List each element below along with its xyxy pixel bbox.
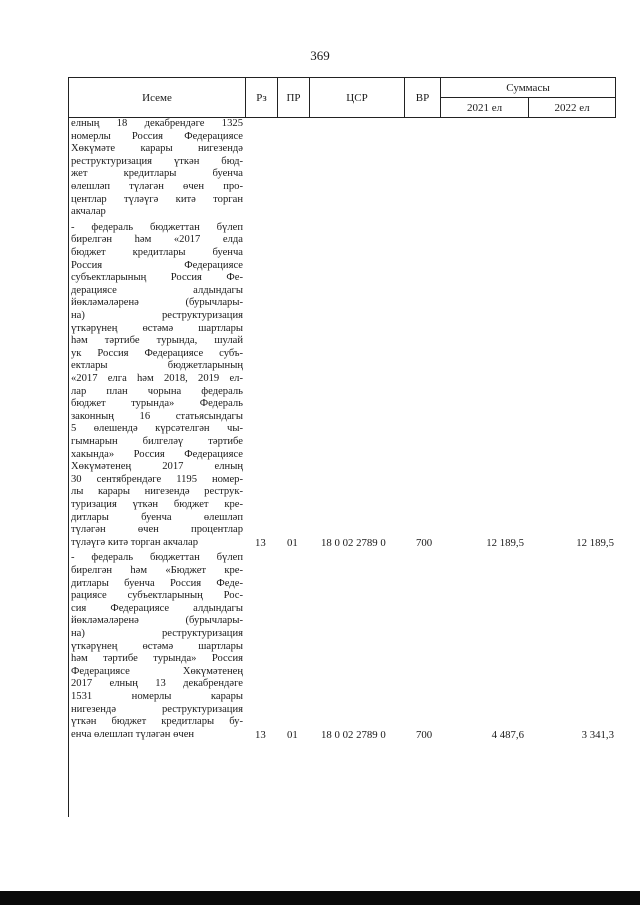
row-text-line: Россия Федерациясе [71,259,243,271]
page-number: 369 [310,48,330,63]
row-text-line: - федераль бюджеттан бүлеп [71,552,243,564]
column-header-csr: ЦСР [310,78,405,118]
row-value-pr: 01 [287,728,298,741]
row-value-y2022: 3 341,3 [581,728,614,741]
row-text-line: 30 сентябрендәге 1195 номер- [71,473,243,485]
row-text-line: Хөкүмәте карары нигезендә [71,143,243,155]
row-text-line: бюджет турында» Федераль [71,398,243,410]
scan-edge-bar [0,891,640,905]
row-value-vr: 700 [416,536,433,549]
row-text-line: хакында» Россия Федерациясе [71,448,243,460]
row-text-line: үткәрүнең өстәмә шартлары [71,322,243,334]
row-value-rz: 13 [255,728,266,741]
row-text-line: бирелгән һәм «2017 елда [71,234,243,246]
row-text-line: йөкләмәләренә (бурычлары- [71,297,243,309]
row-text-line: Федерациясе Хөкүмәтенең [71,665,243,677]
row-text-line: 2017 елның 13 декабрендәге [71,678,243,690]
row-text-line: йөкләмәләренә (бурычлары- [71,615,243,627]
column-header-2022: 2022 ел [529,98,616,118]
column-header-sums: Суммасы [441,78,616,98]
row-value-vr: 700 [416,728,433,741]
row-text-line: субъектларының Россия Фе- [71,272,243,284]
row-text-line: жет кредитлары буенча [71,168,243,180]
column-header-vr: ВР [405,78,441,118]
row-text-line: һәм тәртибе турында» Россия [71,653,243,665]
column-header-pr: ПР [278,78,310,118]
row-value-y2021: 4 487,6 [491,728,524,741]
row-text-line: үткәрүнең өстәмә шартлары [71,640,243,652]
row-text-line: түләүгә китә торган акчалар [71,536,198,548]
row-text-line: дерациясе алдындагы [71,284,243,296]
row-value-csr: 18 0 02 2789 0 [321,728,386,741]
row-text-line: гымнарын билгеләү тәртибе [71,436,243,447]
row-text-line: номерлы Россия Федерациясе [71,130,243,142]
row-text-line: бирелгән һәм «Бюджет кре- [71,565,243,576]
column-header-rz: Рз [246,78,278,118]
row-text-line: законның 16 статьясындагы [71,410,243,422]
row-text-line: - федераль бюджеттан бүлеп [71,221,243,233]
row-text-line: на) реструктуризация [71,628,243,639]
row-value-pr: 01 [287,536,298,549]
row-text-line: ук Россия Федерациясе субъ- [71,347,243,359]
row-text-line: акчалар [71,206,106,218]
row-text-line: сия Федерациясе алдындагы [71,602,243,614]
row-text-line: өлешләп түләгән өчен про- [71,181,243,192]
row-value-csr: 18 0 02 2789 0 [321,536,386,549]
column-header-2021: 2021 ел [441,98,529,118]
row-text-line: 1531 номерлы карары [71,691,243,702]
row-text-line: Хөкүмәтенең 2017 елның [71,461,243,473]
table-body [68,117,616,817]
row-text-line: түләгән өчен процентлар [71,524,243,536]
row-value-rz: 13 [255,536,266,549]
row-text-line: дитлары буенча өлешләп [71,511,243,523]
row-text-line: туризация үткән бюджет кре- [71,499,243,510]
row-value-y2022: 12 189,5 [576,536,614,549]
column-header-name: Исеме [69,78,246,118]
row-text-line: центлар түләүгә китә торган [71,193,243,205]
row-text-line: енча өлешләп түләгән өчен [71,728,195,740]
table-header [68,77,616,118]
row-text-line: «2017 елга һәм 2018, 2019 ел- [71,373,243,384]
row-text-line: лы карары нигезендә реструк- [71,486,243,498]
row-text-line: нигезендә реструктуризация [71,703,243,715]
row-text-line: реструктуризация үткән бюд- [71,155,243,167]
row-text-line: 5 өлешендә күрсәтелгән чы- [71,423,243,435]
row-text-line: дитлары буенча Россия Феде- [71,577,243,589]
row-text-line: лар план чорына федераль [71,385,243,397]
row-text-line: үткән бюджет кредитлары бу- [71,716,243,728]
row-text-line: ектлары бюджетларының [71,360,243,372]
row-text-line: елның 18 декабрендәге 1325 [71,118,243,129]
row-text-line: һәм тәртибе турында, шулай [71,335,243,347]
row-value-y2021: 12 189,5 [486,536,524,549]
row-text-line: рациясе субъектларының Рос- [71,590,243,602]
row-text-line: бюджет кредитлары буенча [71,247,243,258]
row-text-line: на) реструктуризация [71,310,243,321]
